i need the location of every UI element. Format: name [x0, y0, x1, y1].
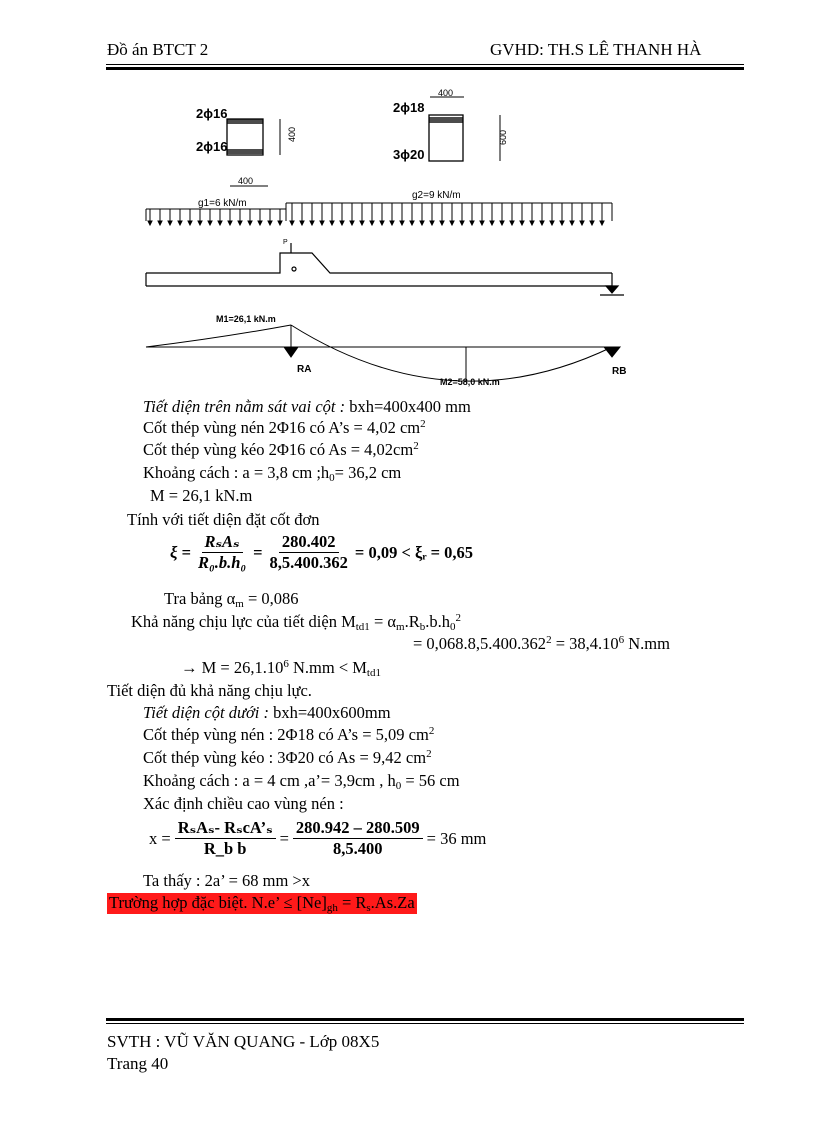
load-arrow-head — [420, 221, 424, 225]
load-arrow-head — [580, 221, 584, 225]
load-arrow-head — [470, 221, 474, 225]
header-rule-thin — [106, 64, 744, 65]
rb-label: RB — [612, 366, 627, 377]
load-arrow-head — [168, 221, 172, 225]
load-arrow-head — [330, 221, 334, 225]
sec1-height-dim: 400 — [287, 126, 297, 142]
point-load-label: P — [283, 239, 288, 246]
load-arrow-head — [540, 221, 544, 225]
load-arrow-head — [410, 221, 414, 225]
cross-section-lower — [393, 88, 508, 162]
moment-diagram — [146, 325, 620, 382]
header-rule-thick — [106, 67, 744, 70]
load-arrow-head — [208, 221, 212, 225]
line-capacity-result: = $0,068.8,5.400.362^2 = 38,4.10^6$ N.mm — [413, 634, 670, 653]
line-tension-steel-2: Cốt thép vùng kéo : 3Φ20 có As = 9,42 $cm^2$ — [143, 748, 432, 767]
line-compression-steel-1: Cốt thép vùng nén 2Φ16 có A’s = 4,02 $cm^2$ — [143, 418, 426, 437]
load-arrow-head — [430, 221, 434, 225]
load-arrow-head — [370, 221, 374, 225]
load-arrow-head — [520, 221, 524, 225]
load-arrow-head — [390, 221, 394, 225]
cross-section-upper — [196, 106, 297, 155]
line-compression-height: Xác định chiều cao vùng nén : — [143, 794, 344, 813]
load-arrow-head — [600, 221, 604, 225]
g2-label: g2=9 kN/m — [412, 190, 461, 201]
load-arrow-head — [350, 221, 354, 225]
line-sufficient: Tiết diện đủ khả năng chịu lực. — [107, 681, 312, 700]
load-arrow-head — [500, 221, 504, 225]
load-arrow-head — [228, 221, 232, 225]
load-arrow-head — [480, 221, 484, 225]
line-section-lower: Tiết diện cột dưới : bxh=400x600mm — [143, 703, 391, 722]
line-comparison: → $M = 26,1.10^6$ $N.mm < M_{td1}$ — [181, 658, 381, 679]
load-arrow-head — [550, 221, 554, 225]
load-arrow-head — [570, 221, 574, 225]
load-arrow-head — [340, 221, 344, 225]
line-tension-steel-1: Cốt thép vùng kéo 2Φ16 có $As = 4,02cm^2$ — [143, 440, 419, 459]
line-section-upper: Tiết diện trên nằm sát vai cột : bxh=400x400 mm — [143, 397, 471, 416]
footer-student: SVTH : VŨ VĂN QUANG - Lớp 08X5 — [107, 1032, 380, 1051]
load-arrow-head — [300, 221, 304, 225]
column-elevation — [146, 243, 624, 295]
sec2-width-dim: 400 — [438, 88, 454, 98]
header-right: GVHD: TH.S LÊ THANH HÀ — [490, 40, 702, 59]
formula-xi: ξ = $\frac{\text{RₛAₛ}}{\text{R₀.b.h₀}}$ = $\frac{280.402}{8,5.400.362}$ = 0,09 < ξᵣ = 0,65 — [170, 532, 474, 572]
header-left: Đồ án BTCT 2 — [107, 40, 209, 59]
line-capacity: Khả năng chịu lực của tiết diện $M_{td1} = \alpha_m.R_b.b.h_0^2$ — [131, 612, 461, 633]
sec1-bottom-label: 2ϕ16 — [196, 139, 228, 154]
load-arrow-head — [218, 221, 222, 225]
footer-rule-thick — [106, 1018, 744, 1021]
load-arrow-head — [320, 221, 324, 225]
load-arrow-head — [278, 221, 282, 225]
load-arrow-head — [440, 221, 444, 225]
load-arrow-head — [310, 221, 314, 225]
distributed-load-g1 — [146, 198, 286, 221]
load-arrow-head — [258, 221, 262, 225]
m1-label: M1=26,1 kN.m — [216, 314, 276, 324]
load-arrow-head — [460, 221, 464, 225]
load-arrow-head — [198, 221, 202, 225]
load-arrow-head — [148, 221, 152, 225]
g1-label: g1=6 kN/m — [198, 198, 247, 209]
line-single-reinforcement: Tính với tiết diện đặt cốt đơn — [127, 510, 320, 529]
load-arrow-head — [510, 221, 514, 225]
load-arrow-head — [380, 221, 384, 225]
load-arrow-head — [178, 221, 182, 225]
load-arrow-head — [590, 221, 594, 225]
load-arrow-head — [400, 221, 404, 225]
formula-x: x = $\frac{\text{RₛAₛ- RₛcA’ₛ}}{\text{R\_b b}}$ = $\frac{280.942 - 280.509}{8,5.400}$ = 36 mm — [149, 818, 487, 858]
line-observation: Ta thấy : 2a’ = 68 mm >x — [143, 871, 310, 890]
load-arrow-head — [450, 221, 454, 225]
footer-rule-thin — [106, 1023, 744, 1024]
m2-label: M2=58,0 kN.m — [440, 377, 500, 387]
load-arrow-head — [290, 221, 294, 225]
sec1-top-label: 2ϕ16 — [196, 106, 228, 121]
load-arrow-head — [560, 221, 564, 225]
load-arrow-head — [238, 221, 242, 225]
load-arrow-head — [530, 221, 534, 225]
line-compression-steel-2: Cốt thép vùng nén : 2Φ18 có A’s = 5,09 $cm^2$ — [143, 725, 435, 744]
sec2-height-dim: 600 — [498, 129, 508, 145]
dim-400-label: 400 — [238, 176, 254, 186]
line-distance-1: Khoảng cách : a = 3,8 cm $;h_0= 36,2$ cm — [143, 463, 402, 484]
distributed-load-g2 — [286, 190, 612, 221]
structural-diagram — [0, 85, 816, 395]
line-distance-2: Khoảng cách : a = 4 cm ,a’= 3,9cm , $h_0 = 56$ cm — [143, 771, 460, 792]
load-arrow-head — [490, 221, 494, 225]
ra-label: RA — [297, 364, 312, 375]
load-arrow-head — [268, 221, 272, 225]
line-special-case-highlight: Trường hợp đặc biệt. N.e’ ≤ $[Ne]_{gh} = R_s.As.Za$ — [109, 893, 415, 914]
footer-page: Trang 40 — [107, 1054, 169, 1073]
load-arrow-head — [360, 221, 364, 225]
load-arrow-head — [158, 221, 162, 225]
line-moment: M = 26,1 kN.m — [150, 486, 253, 505]
sec2-bottom-label: 3ϕ20 — [393, 147, 425, 162]
line-alpha-m: Tra bảng $\alpha_m = 0,086$ — [164, 589, 299, 610]
load-arrow-head — [248, 221, 252, 225]
load-arrow-head — [188, 221, 192, 225]
sec2-top-label: 2ϕ18 — [393, 100, 425, 115]
